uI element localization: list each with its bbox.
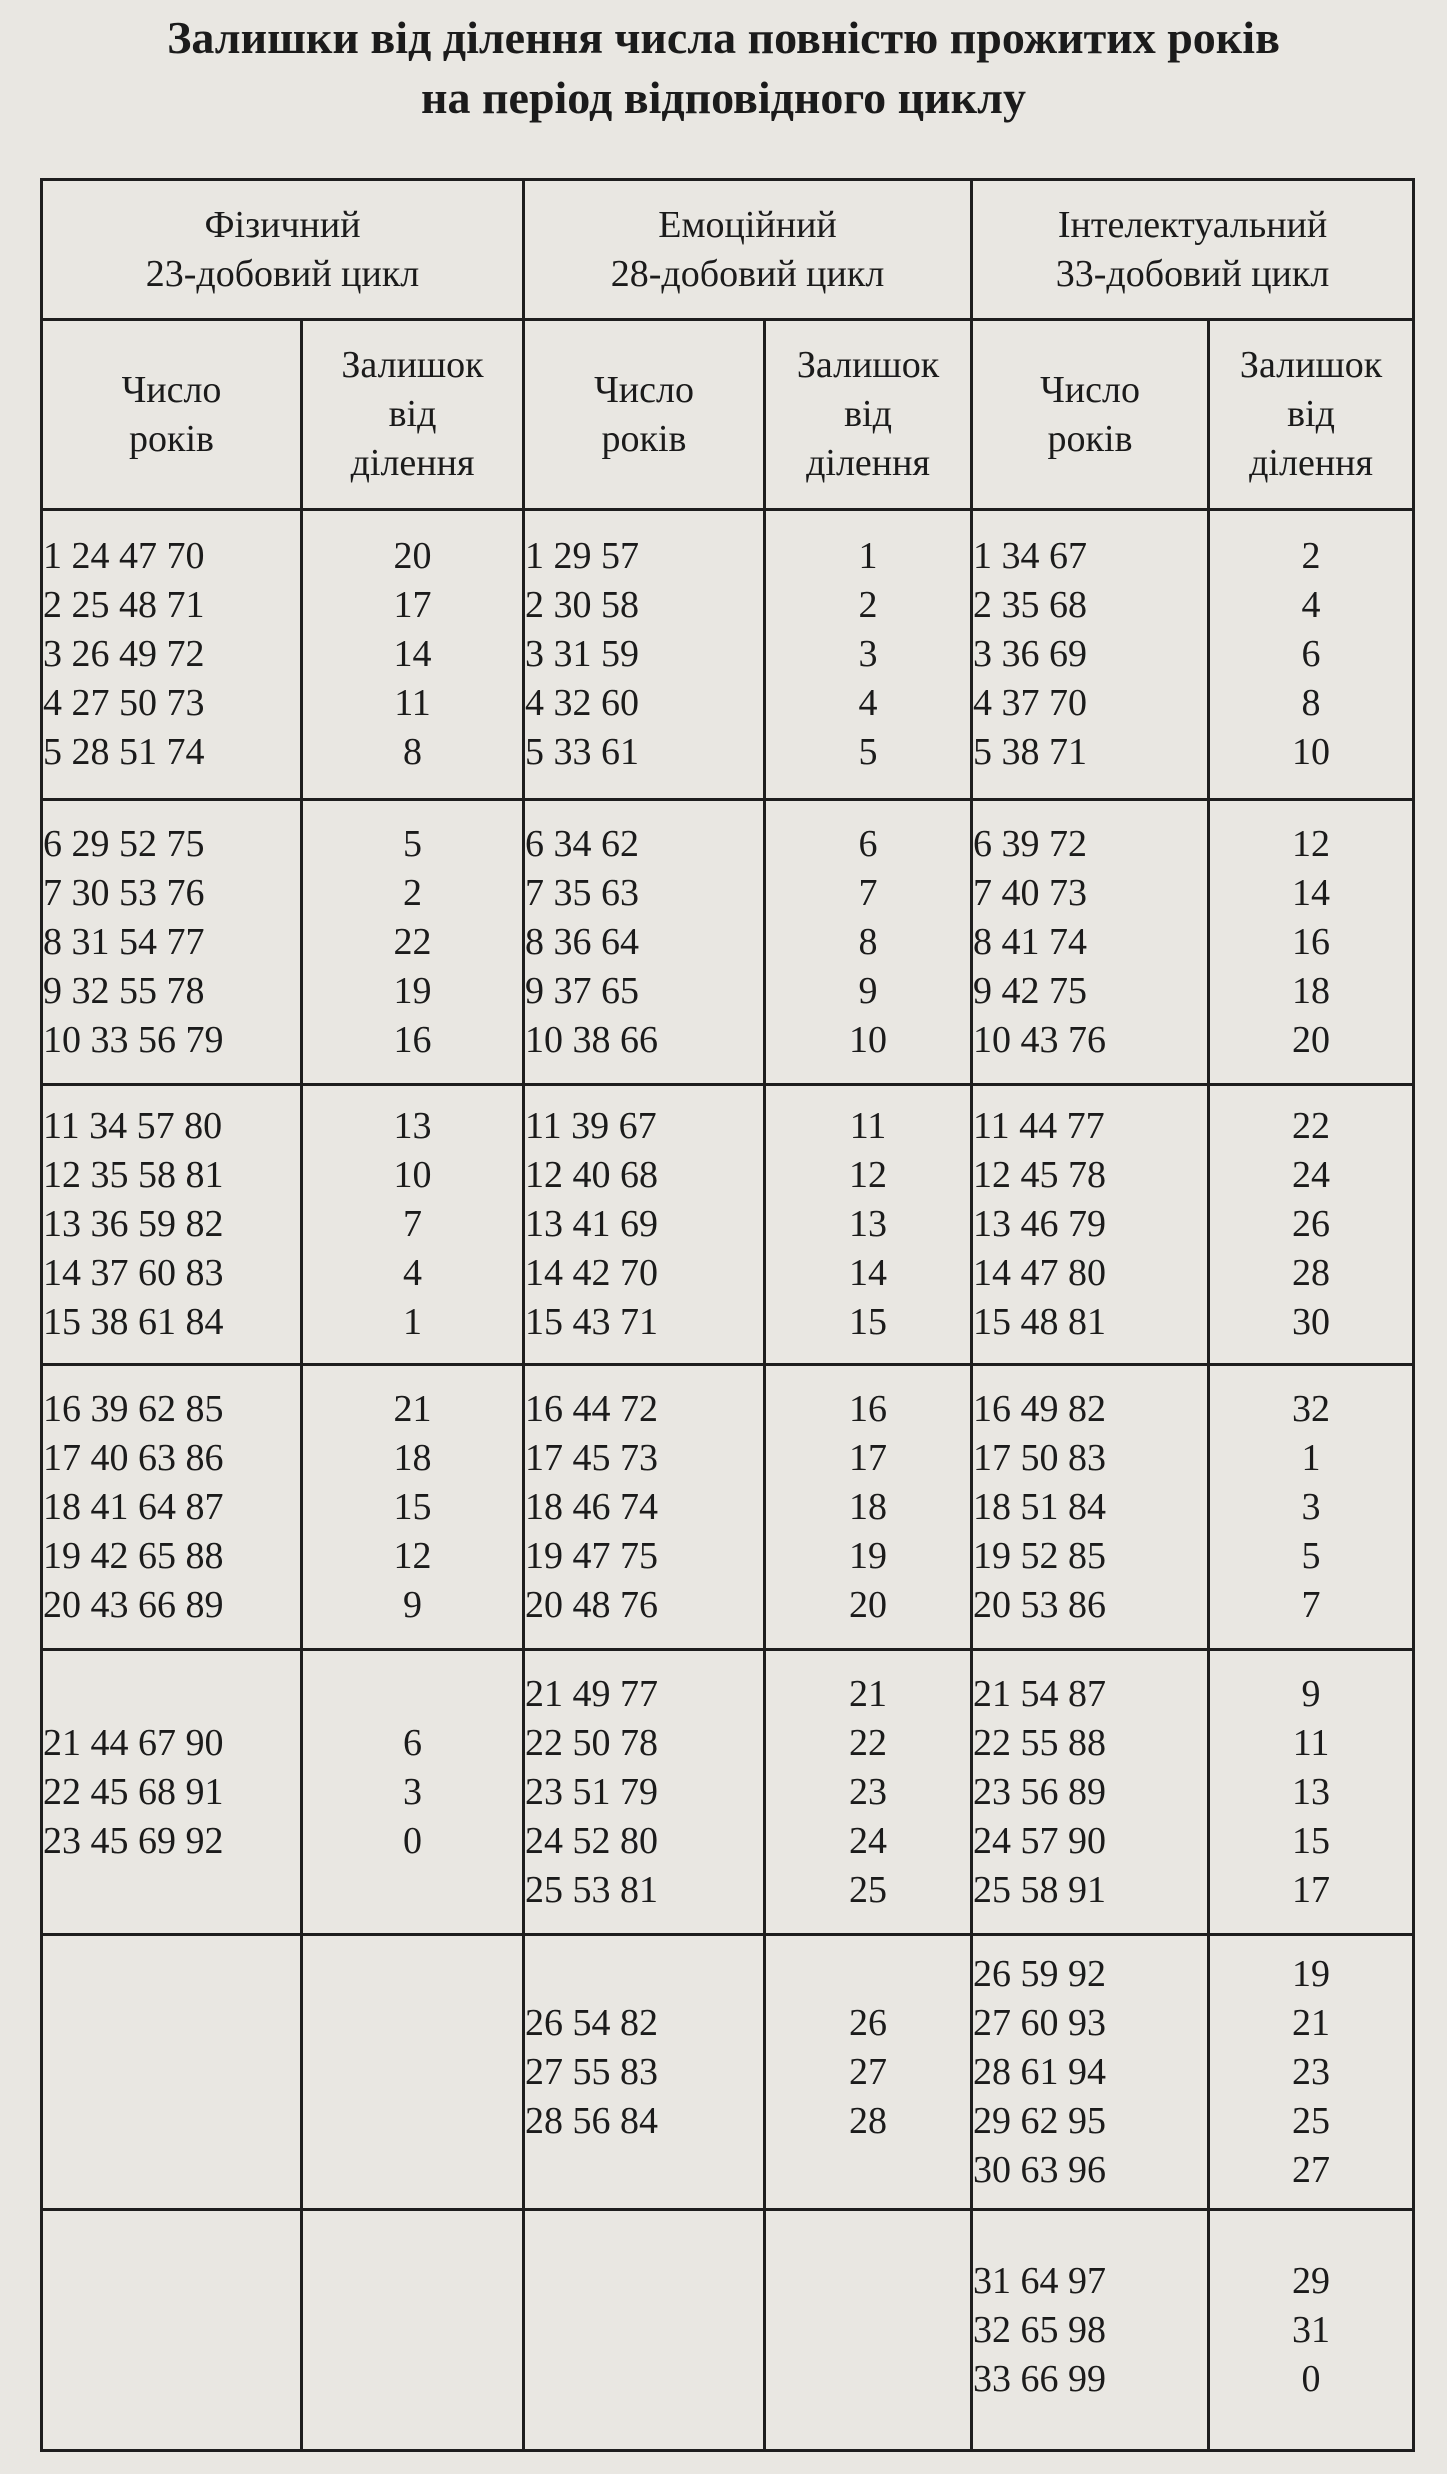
remainder-value: 23 xyxy=(1292,2050,1331,2093)
years-value: 6 39 72 xyxy=(973,822,1088,865)
remainder-value: 14 xyxy=(849,1252,888,1294)
years-value: 1 34 67 xyxy=(973,535,1088,577)
remainder-value: 1 xyxy=(403,1301,422,1343)
remainder-value: 9 xyxy=(403,1583,422,1626)
remainder-value: 12 xyxy=(849,1154,888,1196)
remainder-value: 11 xyxy=(849,1105,887,1147)
years-value: 22 55 88 xyxy=(973,1721,1107,1764)
years-value: 10 33 56 79 xyxy=(43,1018,224,1061)
years-value: 26 54 82 xyxy=(525,2001,659,2044)
years-value: 13 36 59 82 xyxy=(43,1203,224,1245)
intellectual-years-cell xyxy=(972,1935,1209,2210)
years-value: 33 66 99 xyxy=(973,2357,1107,2400)
years-value: 22 45 68 91 xyxy=(43,1770,224,1813)
physical-remainder-cell xyxy=(302,1365,524,1650)
remainder-value: 15 xyxy=(1292,1819,1331,1862)
years-value: 22 50 78 xyxy=(525,1721,659,1764)
intellectual-remainder-cell xyxy=(1209,1650,1414,1935)
physical-years-cell xyxy=(42,1935,302,2210)
years-value: 19 47 75 xyxy=(525,1534,659,1577)
remainder-value: 19 xyxy=(393,969,432,1012)
remainder-value: 16 xyxy=(1292,920,1331,963)
intellectual-years-cell xyxy=(972,1650,1209,1935)
remainder-value: 3 xyxy=(1301,1485,1321,1528)
remainder-value: 7 xyxy=(403,1203,422,1245)
cycle-name: Емоційний xyxy=(658,203,837,246)
remainder-value: 21 xyxy=(1292,2001,1331,2044)
years-value: 23 45 69 92 xyxy=(43,1819,224,1862)
remainder-value: 17 xyxy=(393,584,432,626)
remainder-value: 24 xyxy=(849,1819,888,1862)
years-value: 8 41 74 xyxy=(973,920,1088,963)
emotional-remainder-cell xyxy=(765,1650,972,1935)
remainder-value: 16 xyxy=(849,1387,888,1430)
years-value: 28 61 94 xyxy=(973,2050,1107,2093)
remainder-value: 25 xyxy=(1292,2099,1331,2142)
years-value: 24 52 80 xyxy=(525,1819,659,1862)
remainder-value: 26 xyxy=(1292,1203,1331,1245)
years-value: 16 44 72 xyxy=(525,1387,659,1430)
physical-remainder-cell xyxy=(302,1935,524,2210)
remainder-value: 27 xyxy=(849,2050,888,2093)
intellectual-remainder-cell xyxy=(1209,800,1414,1085)
physical-years-cell xyxy=(42,800,302,1085)
emotional-years-cell xyxy=(524,1085,765,1365)
remainder-value: 17 xyxy=(849,1436,888,1479)
cycle-header-physical xyxy=(42,180,524,320)
years-value: 20 53 86 xyxy=(973,1583,1107,1626)
remainder-value: 13 xyxy=(393,1105,432,1147)
years-value: 14 42 70 xyxy=(525,1252,659,1294)
remainder-value: 14 xyxy=(1292,871,1331,914)
years-header: Число років xyxy=(524,320,765,510)
physical-remainder-cell xyxy=(302,1650,524,1935)
years-value: 15 43 71 xyxy=(525,1301,659,1343)
intellectual-remainder-cell xyxy=(1209,1085,1414,1365)
remainder-value: 10 xyxy=(849,1018,888,1061)
years-header: Число років xyxy=(42,320,302,510)
remainder-value: 28 xyxy=(1292,1252,1331,1294)
remainder-value: 32 xyxy=(1292,1387,1331,1430)
emotional-years-cell xyxy=(524,800,765,1085)
group-row xyxy=(42,510,1414,800)
years-value: 16 49 82 xyxy=(973,1387,1107,1430)
years-value: 19 52 85 xyxy=(973,1534,1107,1577)
years-value: 3 36 69 xyxy=(973,633,1088,675)
remainder-value: 13 xyxy=(849,1203,888,1245)
emotional-years-cell xyxy=(524,510,765,800)
group-row xyxy=(42,800,1414,1085)
remainder-value: 2 xyxy=(403,871,422,914)
physical-years-cell xyxy=(42,510,302,800)
years-value: 17 40 63 86 xyxy=(43,1436,224,1479)
remainder-value: 14 xyxy=(393,633,432,675)
group-row xyxy=(42,1085,1414,1365)
remainder-value: 27 xyxy=(1292,2148,1331,2191)
years-value: 16 39 62 85 xyxy=(43,1387,224,1430)
remainder-value: 4 xyxy=(1301,584,1321,626)
cycle-header-emotional xyxy=(524,180,972,320)
physical-remainder-cell xyxy=(302,2210,524,2451)
group-row xyxy=(42,1935,1414,2210)
remainder-header: Залишок від ділення xyxy=(1209,320,1414,510)
remainder-value: 0 xyxy=(403,1819,422,1862)
years-value: 13 41 69 xyxy=(525,1203,659,1245)
years-value: 15 38 61 84 xyxy=(43,1301,224,1343)
remainder-value: 20 xyxy=(1292,1018,1331,1061)
years-value: 9 42 75 xyxy=(973,969,1088,1012)
years-value: 24 57 90 xyxy=(973,1819,1107,1862)
remainder-value: 8 xyxy=(1301,682,1321,724)
years-value: 28 56 84 xyxy=(525,2099,659,2142)
years-value: 9 37 65 xyxy=(525,969,640,1012)
years-value: 1 29 57 xyxy=(525,535,640,577)
remainder-value: 11 xyxy=(394,682,431,724)
years-value: 4 37 70 xyxy=(973,682,1088,724)
emotional-years-cell xyxy=(524,1365,765,1650)
remainder-value: 7 xyxy=(858,871,878,914)
years-value: 18 46 74 xyxy=(525,1485,659,1528)
remainder-value: 20 xyxy=(849,1583,888,1626)
intellectual-years-cell xyxy=(972,800,1209,1085)
remainder-value: 2 xyxy=(858,584,878,626)
remainder-value: 10 xyxy=(393,1154,432,1196)
remainder-header: Залишок від ділення xyxy=(765,320,972,510)
years-value: 21 44 67 90 xyxy=(43,1721,224,1764)
intellectual-years-cell xyxy=(972,1085,1209,1365)
remainder-value: 6 xyxy=(858,822,878,865)
emotional-remainder-cell xyxy=(765,1085,972,1365)
intellectual-years-cell xyxy=(972,1365,1209,1650)
remainder-value: 25 xyxy=(849,1868,888,1911)
years-value: 1 24 47 70 xyxy=(43,535,205,577)
remainder-value: 31 xyxy=(1292,2308,1331,2351)
group-row xyxy=(42,1365,1414,1650)
remainder-value: 23 xyxy=(849,1770,888,1813)
group-row xyxy=(42,1650,1414,1935)
years-value: 25 58 91 xyxy=(973,1868,1107,1911)
years-value: 7 30 53 76 xyxy=(43,871,205,914)
years-value: 3 26 49 72 xyxy=(43,633,205,675)
years-value: 5 38 71 xyxy=(973,731,1088,773)
years-value: 2 30 58 xyxy=(525,584,640,626)
remainder-value: 5 xyxy=(403,822,422,865)
years-value: 27 60 93 xyxy=(973,2001,1107,2044)
years-value: 9 32 55 78 xyxy=(43,969,205,1012)
remainder-value: 21 xyxy=(849,1672,888,1715)
emotional-years-cell xyxy=(524,1935,765,2210)
years-value: 31 64 97 xyxy=(973,2259,1107,2302)
years-value: 2 25 48 71 xyxy=(43,584,205,626)
remainder-value: 19 xyxy=(1292,1952,1331,1995)
remainder-value: 19 xyxy=(849,1534,888,1577)
years-value: 25 53 81 xyxy=(525,1868,659,1911)
years-value: 4 27 50 73 xyxy=(43,682,205,724)
years-value: 18 51 84 xyxy=(973,1485,1107,1528)
remainder-value: 13 xyxy=(1292,1770,1331,1813)
cycle-name: Фізичний xyxy=(204,203,361,246)
remainder-value: 7 xyxy=(1301,1583,1321,1626)
cycle-period: 33-добовий цикл xyxy=(1055,252,1330,295)
remainder-value: 28 xyxy=(849,2099,888,2142)
physical-remainder-cell xyxy=(302,800,524,1085)
remainder-value: 3 xyxy=(403,1770,422,1813)
emotional-years-cell xyxy=(524,2210,765,2451)
title-line-2: на період відповідного циклу xyxy=(421,72,1026,123)
years-value: 21 49 77 xyxy=(525,1672,659,1715)
years-value: 20 43 66 89 xyxy=(43,1583,224,1626)
subheader-row xyxy=(42,320,1414,510)
remainder-value: 5 xyxy=(858,731,878,773)
remainder-value: 10 xyxy=(1292,731,1331,773)
emotional-remainder-cell xyxy=(765,1365,972,1650)
years-value: 23 51 79 xyxy=(525,1770,659,1813)
remainder-value: 4 xyxy=(403,1252,422,1294)
years-header: Число років xyxy=(972,320,1209,510)
title-line-1: Залишки від ділення числа повністю прожитих років xyxy=(167,12,1280,63)
remainder-value: 2 xyxy=(1301,535,1321,577)
remainder-value: 6 xyxy=(403,1721,422,1764)
years-value: 20 48 76 xyxy=(525,1583,659,1626)
remainder-value: 18 xyxy=(1292,969,1331,1012)
remainder-value: 24 xyxy=(1292,1154,1331,1196)
years-value: 7 35 63 xyxy=(525,871,640,914)
years-value: 12 40 68 xyxy=(525,1154,659,1196)
years-value: 7 40 73 xyxy=(973,871,1088,914)
intellectual-remainder-cell xyxy=(1209,1935,1414,2210)
years-value: 17 50 83 xyxy=(973,1436,1107,1479)
cycle-period: 23-добовий цикл xyxy=(145,252,420,295)
remainder-value: 16 xyxy=(393,1018,432,1061)
years-value: 8 36 64 xyxy=(525,920,640,963)
years-value: 30 63 96 xyxy=(973,2148,1107,2191)
years-value: 29 62 95 xyxy=(973,2099,1107,2142)
remainder-value: 6 xyxy=(1301,633,1321,675)
years-value: 32 65 98 xyxy=(973,2308,1107,2351)
physical-years-cell xyxy=(42,1650,302,1935)
years-value: 6 29 52 75 xyxy=(43,822,205,865)
years-value: 10 43 76 xyxy=(973,1018,1107,1061)
remainder-value: 18 xyxy=(849,1485,888,1528)
years-value: 18 41 64 87 xyxy=(43,1485,224,1528)
physical-remainder-cell xyxy=(302,510,524,800)
emotional-remainder-cell xyxy=(765,510,972,800)
years-value: 4 32 60 xyxy=(525,682,640,724)
page-title xyxy=(0,8,1447,128)
remainder-value: 5 xyxy=(1301,1534,1321,1577)
cycle-name: Інтелектуальний xyxy=(1057,203,1328,246)
remainder-value: 17 xyxy=(1292,1868,1331,1911)
table-body xyxy=(42,510,1414,2451)
years-value: 27 55 83 xyxy=(525,2050,659,2093)
years-value: 13 46 79 xyxy=(973,1203,1107,1245)
remainder-value: 18 xyxy=(393,1436,432,1479)
physical-years-cell xyxy=(42,2210,302,2451)
remainder-value: 8 xyxy=(858,920,878,963)
intellectual-remainder-cell xyxy=(1209,510,1414,800)
years-value: 12 35 58 81 xyxy=(43,1154,224,1196)
remainder-value: 12 xyxy=(393,1534,432,1577)
years-value: 21 54 87 xyxy=(973,1672,1107,1715)
remainder-value: 11 xyxy=(1292,1721,1330,1764)
remainder-value: 21 xyxy=(393,1387,432,1430)
years-value: 10 38 66 xyxy=(525,1018,659,1061)
emotional-remainder-cell xyxy=(765,2210,972,2451)
years-value: 11 39 67 xyxy=(525,1105,657,1147)
remainder-value: 29 xyxy=(1292,2259,1331,2302)
years-value: 2 35 68 xyxy=(973,584,1088,626)
remainder-value: 22 xyxy=(849,1721,888,1764)
remainder-value: 4 xyxy=(858,682,878,724)
cycle-period: 28-добовий цикл xyxy=(610,252,885,295)
remainder-value: 9 xyxy=(1301,1672,1321,1715)
physical-years-cell xyxy=(42,1365,302,1650)
remainders-table xyxy=(40,178,1415,2452)
remainder-value: 3 xyxy=(858,633,878,675)
remainder-value: 20 xyxy=(393,535,432,577)
remainder-header: Залишок від ділення xyxy=(302,320,524,510)
years-value: 15 48 81 xyxy=(973,1301,1107,1343)
years-value: 14 47 80 xyxy=(973,1252,1107,1294)
years-value: 14 37 60 83 xyxy=(43,1252,224,1294)
cycle-header-intellectual xyxy=(972,180,1414,320)
intellectual-remainder-cell xyxy=(1209,1365,1414,1650)
years-value: 11 44 77 xyxy=(973,1105,1105,1147)
remainder-value: 15 xyxy=(849,1301,888,1343)
remainder-value: 22 xyxy=(1292,1105,1331,1147)
remainder-value: 0 xyxy=(1301,2357,1321,2400)
intellectual-years-cell xyxy=(972,2210,1209,2451)
physical-years-cell xyxy=(42,1085,302,1365)
years-value: 23 56 89 xyxy=(973,1770,1107,1813)
remainder-value: 26 xyxy=(849,2001,888,2044)
years-value: 11 34 57 80 xyxy=(43,1105,223,1147)
physical-remainder-cell xyxy=(302,1085,524,1365)
group-row xyxy=(42,2210,1414,2451)
remainder-value: 1 xyxy=(1301,1436,1321,1479)
emotional-remainder-cell xyxy=(765,1935,972,2210)
years-value: 3 31 59 xyxy=(525,633,640,675)
remainder-value: 8 xyxy=(403,731,422,773)
intellectual-years-cell xyxy=(972,510,1209,800)
remainder-value: 15 xyxy=(393,1485,432,1528)
years-value: 8 31 54 77 xyxy=(43,920,205,963)
years-value: 26 59 92 xyxy=(973,1952,1107,1995)
years-value: 19 42 65 88 xyxy=(43,1534,224,1577)
years-value: 5 33 61 xyxy=(525,731,640,773)
years-value: 6 34 62 xyxy=(525,822,640,865)
remainder-value: 12 xyxy=(1292,822,1331,865)
remainder-value: 22 xyxy=(393,920,432,963)
emotional-remainder-cell xyxy=(765,800,972,1085)
remainder-value: 30 xyxy=(1292,1301,1331,1343)
years-value: 5 28 51 74 xyxy=(43,731,205,773)
emotional-years-cell xyxy=(524,1650,765,1935)
remainder-value: 9 xyxy=(858,969,878,1012)
remainder-value: 1 xyxy=(858,535,878,577)
intellectual-remainder-cell xyxy=(1209,2210,1414,2451)
years-value: 12 45 78 xyxy=(973,1154,1107,1196)
years-value: 17 45 73 xyxy=(525,1436,659,1479)
cycle-header-row xyxy=(42,180,1414,320)
